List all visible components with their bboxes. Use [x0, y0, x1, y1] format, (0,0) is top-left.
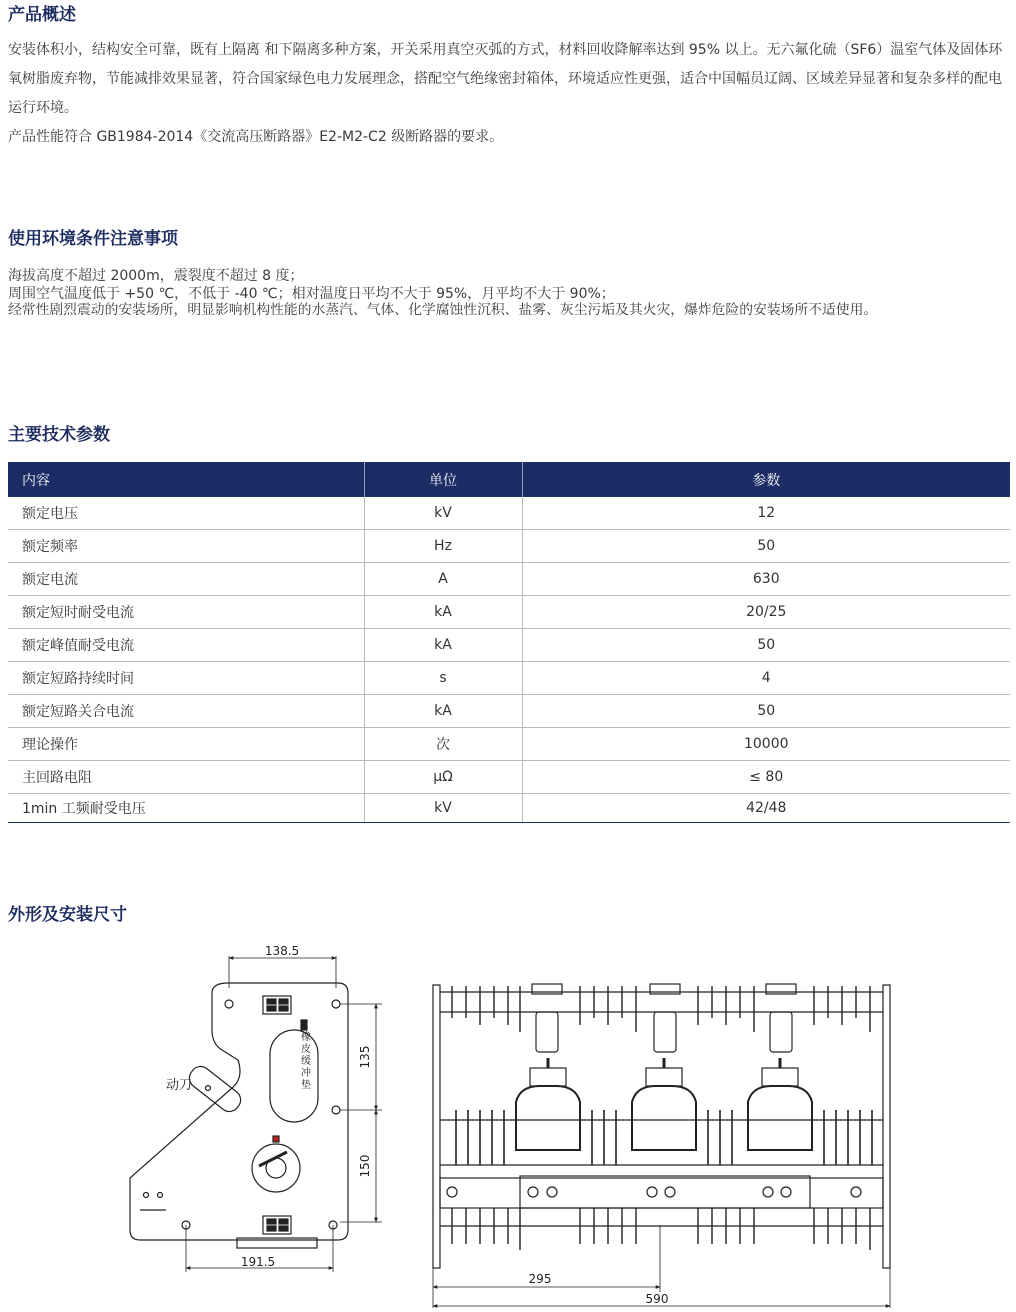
front-dim-full: 590 — [645, 1292, 669, 1306]
row-unit: μΩ — [364, 761, 522, 794]
row-value: 42/48 — [522, 794, 1010, 823]
pad-label-2: 皮 — [301, 1044, 311, 1055]
row-unit: kA — [364, 596, 522, 629]
row-value: 50 — [522, 695, 1010, 728]
specs-header-row — [8, 462, 1010, 497]
specs-title: 主要技术参数 — [8, 425, 110, 445]
row-value: 12 — [522, 497, 1010, 530]
row-value: ≤ 80 — [522, 761, 1010, 794]
row-unit: kA — [364, 629, 522, 662]
side-view-drawing — [130, 956, 382, 1272]
front-view-labels — [529, 1272, 669, 1306]
side-dim-upper: 135 — [358, 1045, 372, 1069]
pad-label-5: 垫 — [301, 1080, 311, 1091]
pad-label-3: 缓 — [301, 1056, 311, 1067]
row-label: 1min 工频耐受电压 — [8, 794, 364, 823]
table-row — [8, 761, 1010, 794]
row-unit: kA — [364, 695, 522, 728]
table-row — [8, 596, 1010, 629]
row-label: 额定短路持续时间 — [8, 662, 364, 695]
row-value: 50 — [522, 530, 1010, 563]
side-dim-bottom: 191.5 — [240, 1255, 276, 1269]
side-dim-top: 138.5 — [264, 944, 300, 958]
environment-title: 使用环境条件注意事项 — [8, 229, 178, 249]
pad-label-4: 冲 — [301, 1068, 311, 1079]
environment-line-2: 周围空气温度低于 +50 ℃，不低于 -40 ℃；相对温度日平均不大于 95%，月平均不大于 90%； — [8, 286, 615, 302]
row-label: 额定峰值耐受电流 — [8, 629, 364, 662]
row-unit: 次 — [364, 728, 522, 761]
side-dim-lower: 150 — [358, 1154, 372, 1178]
row-unit: kV — [364, 497, 522, 530]
environment-line-3: 经常性剧烈震动的安装场所，明显影响机构性能的水蒸汽、气体、化学腐蚀性沉积、盐雾、灰尘污垢及其火灾，爆炸危险的安装场所不适使用。 — [8, 302, 878, 318]
row-value: 20/25 — [522, 596, 1010, 629]
overview-title: 产品概述 — [8, 5, 76, 25]
table-row — [8, 794, 1010, 823]
row-label: 额定频率 — [8, 530, 364, 563]
header-content: 内容 — [8, 462, 364, 497]
table-row — [8, 728, 1010, 761]
row-label: 额定电流 — [8, 563, 364, 596]
row-unit: Hz — [364, 530, 522, 563]
row-label: 额定短时耐受电流 — [8, 596, 364, 629]
overview-standard: 产品性能符合 GB1984-2014《交流高压断路器》E2-M2-C2 级断路器的要求。 — [8, 129, 504, 145]
table-row — [8, 629, 1010, 662]
environment-line-1: 海拔高度不超过 2000m，震裂度不超过 8 度； — [8, 268, 304, 284]
row-value: 10000 — [522, 728, 1010, 761]
header-value: 参数 — [522, 462, 1010, 497]
row-label: 主回路电阻 — [8, 761, 364, 794]
table-row — [8, 695, 1010, 728]
front-dim-half: 295 — [528, 1272, 552, 1286]
row-unit: A — [364, 563, 522, 596]
row-label: 额定短路关合电流 — [8, 695, 364, 728]
dimensions-title: 外形及安装尺寸 — [8, 905, 127, 925]
row-value: 630 — [522, 563, 1010, 596]
specs-table — [8, 462, 1010, 823]
table-row — [8, 662, 1010, 695]
blade-label: 动刀 — [166, 1078, 193, 1093]
table-row — [8, 530, 1010, 563]
overview-paragraph: 安装体积小，结构安全可靠，既有上隔离 和下隔离多种方案，开关采用真空灭弧的方式，材料回收降解率达到 95% 以上。无六氟化硫（SF6）温室气体及固体环氧树脂废弃物，节能减排效果显著，符合国家绿色电力发展理念，搭配空气绝缘密封箱体，环境适应性更强，适合中国幅员辽阔、区域差异显著和复杂多样的配电运行环境。 — [8, 42, 1003, 116]
row-unit: s — [364, 662, 522, 695]
front-view-drawing — [433, 984, 890, 1308]
row-label: 额定电压 — [8, 497, 364, 530]
side-view-labels — [166, 944, 372, 1269]
row-label: 理论操作 — [8, 728, 364, 761]
table-row — [8, 563, 1010, 596]
row-value: 4 — [522, 662, 1010, 695]
row-value: 50 — [522, 629, 1010, 662]
pad-label-1: 橡 — [301, 1032, 311, 1043]
row-unit: kV — [364, 794, 522, 823]
table-row — [8, 497, 1010, 530]
header-unit: 单位 — [364, 462, 522, 497]
